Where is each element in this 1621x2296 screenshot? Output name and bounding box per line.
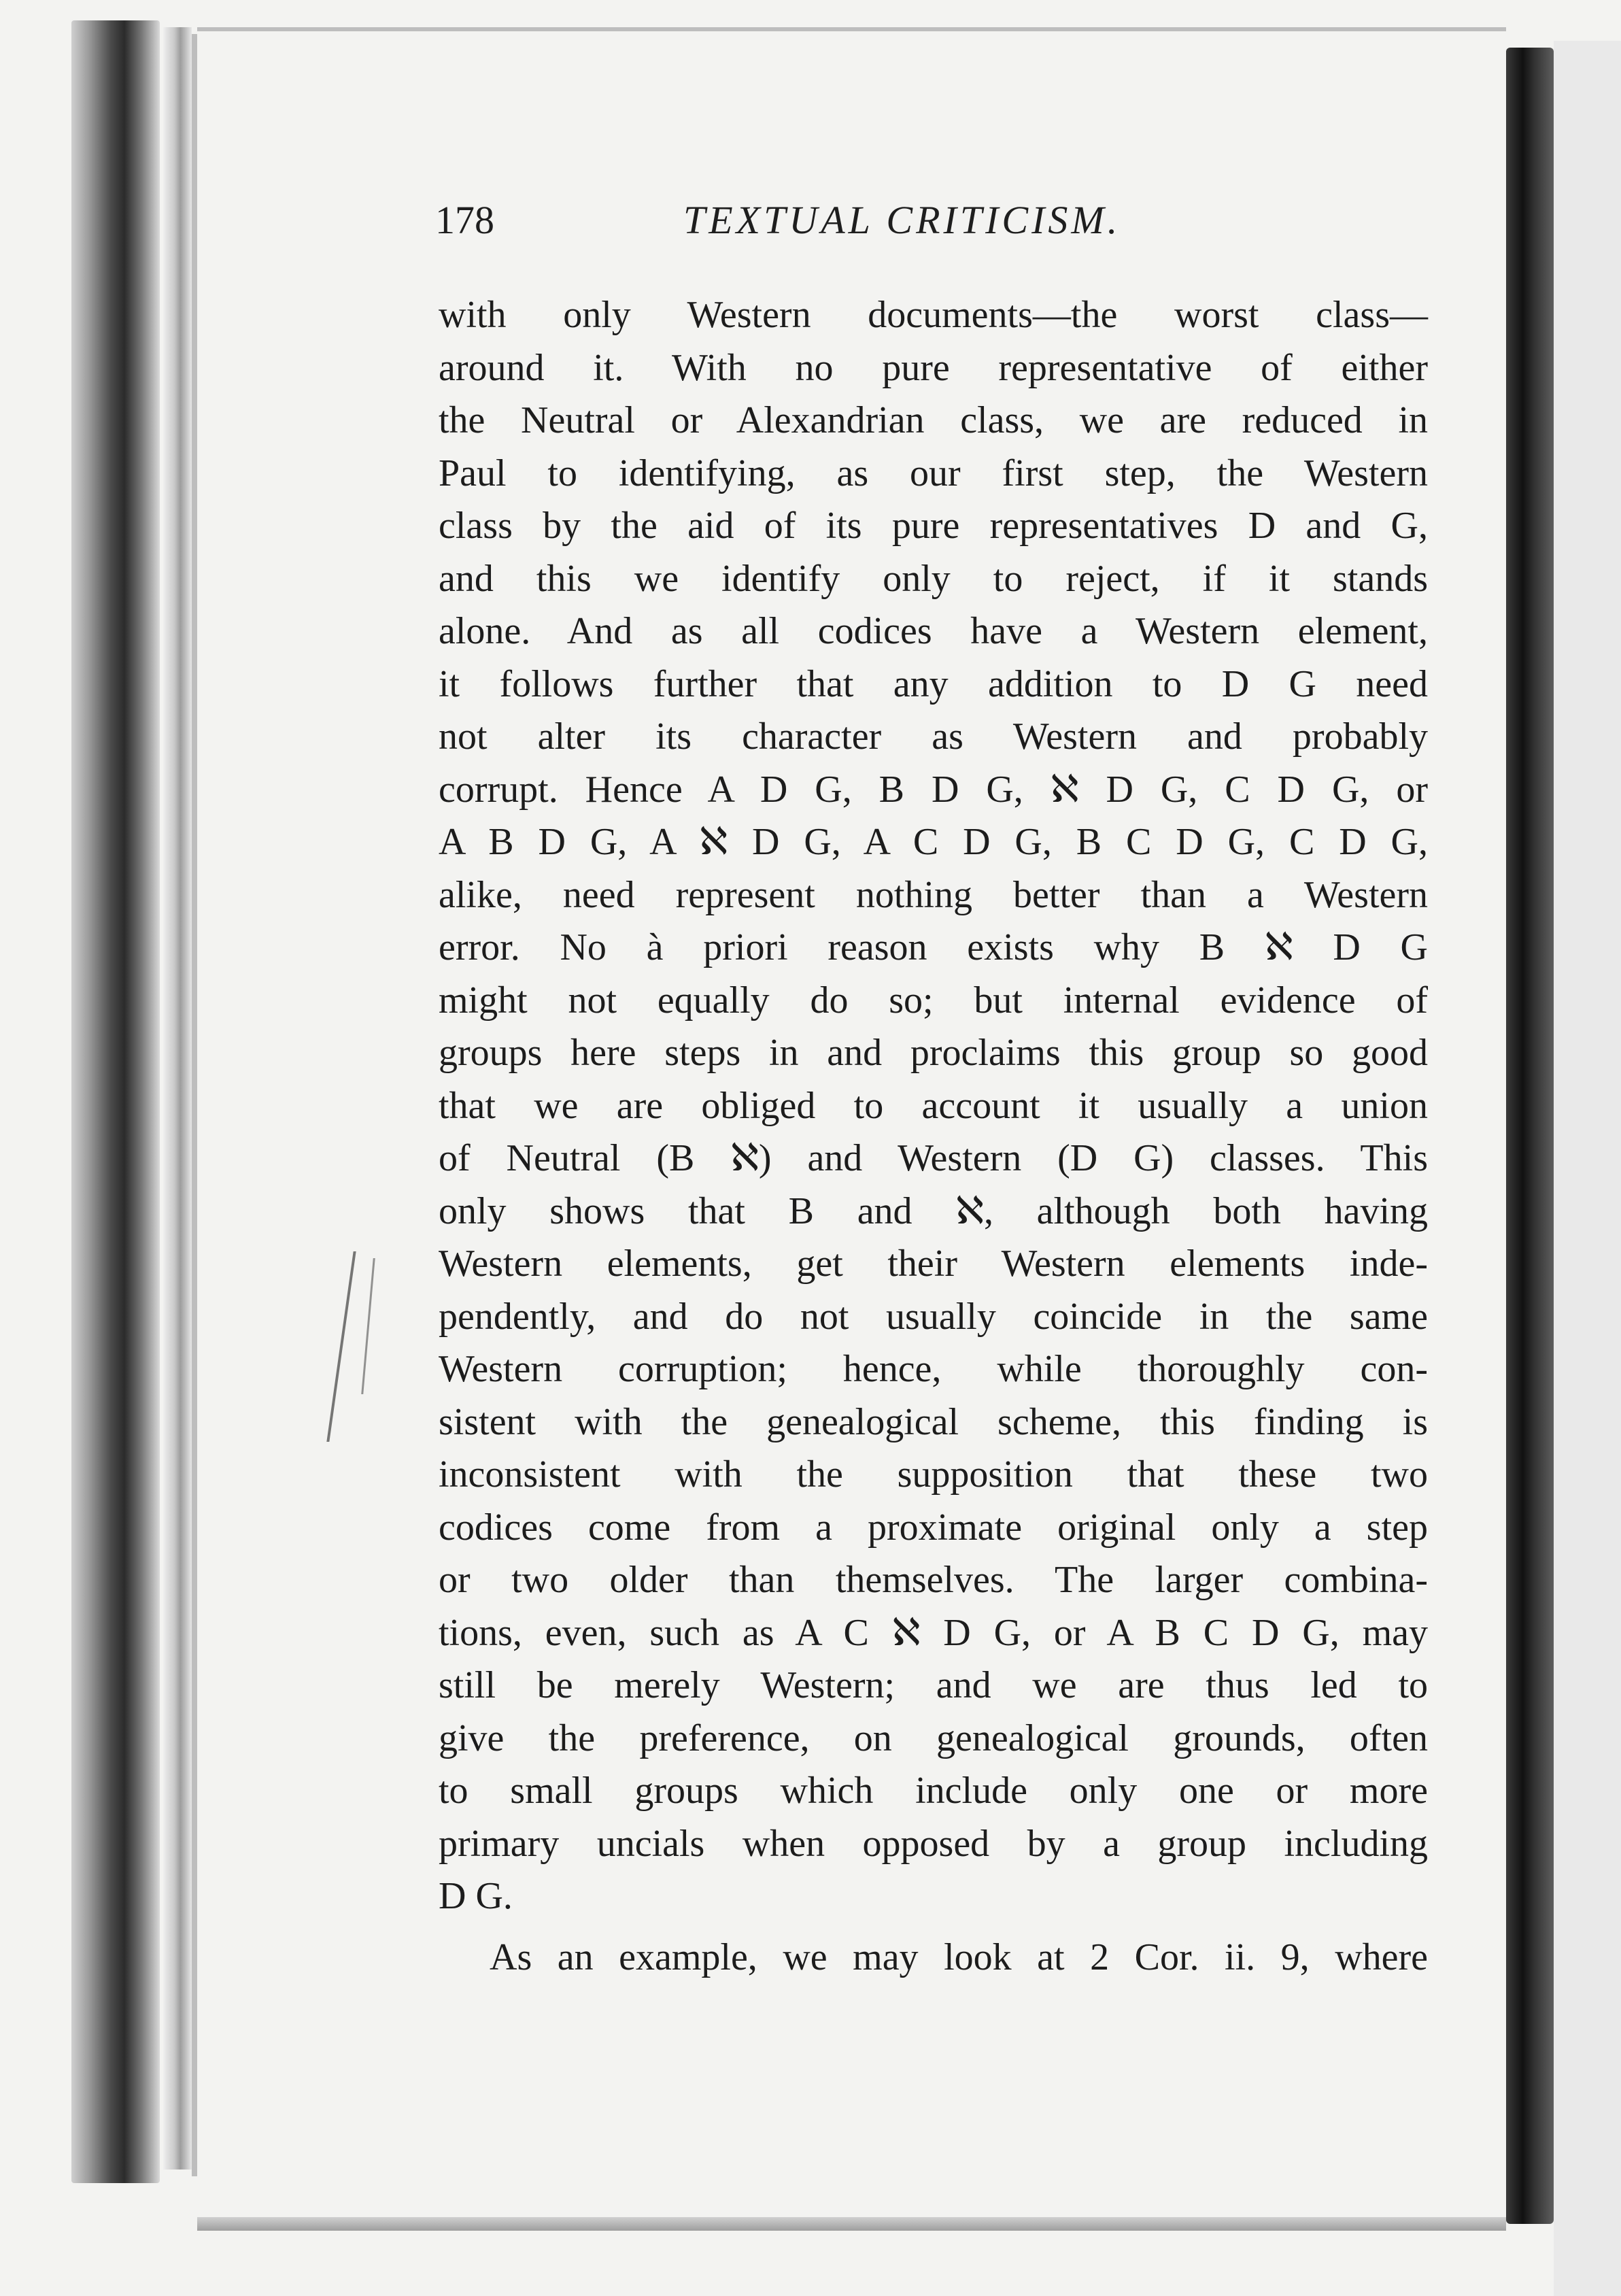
text-line: alone. And as all codices have a Western element,: [439, 610, 1428, 652]
text-line: might not equally do so; but internal evidence of: [439, 979, 1428, 1022]
text-line: with only Western documents—the worst class—: [439, 294, 1428, 336]
text-line: sistent with the genealogical scheme, this finding is: [439, 1400, 1428, 1443]
body-text: [439, 289, 1428, 1984]
text-line: that we are obliged to account it usually a union: [439, 1084, 1428, 1127]
text-line: not alter its character as Western and probably: [439, 715, 1428, 758]
text-line: or two older than themselves. The larger combina-: [439, 1559, 1428, 1601]
text-line: tions, even, such as A C ℵ D G, or A B C D G, may: [439, 1611, 1428, 1654]
page-bottom-edge: [197, 2217, 1506, 2231]
text-line: it follows further that any addition to D G need: [439, 662, 1428, 705]
page-top-edge: [197, 27, 1506, 31]
text-line: D G.: [439, 1875, 513, 1917]
text-line: to small groups which include only one or more: [439, 1770, 1428, 1812]
text-line: corrupt. Hence A D G, B D G, ℵ D G, C D G, or: [439, 768, 1428, 811]
text-line: error. No à priori reason exists why B ℵ D G: [439, 926, 1428, 968]
text-line: codices come from a proximate original only a step: [439, 1506, 1428, 1549]
text-line: Paul to identifying, as our first step, the Western: [439, 452, 1428, 494]
text-line: As an example, we may look at 2 Cor. ii. 9, where: [490, 1936, 1428, 1978]
book-gutter: [163, 27, 192, 2170]
text-line: the Neutral or Alexandrian class, we are reduced in: [439, 399, 1428, 441]
text-line: Western corruption; hence, while thoroughly con-: [439, 1348, 1428, 1390]
right-page-edge: [1506, 48, 1554, 2224]
text-line: class by the aid of its pure representatives D and G,: [439, 505, 1428, 547]
page-number: 178: [435, 198, 494, 242]
text-line: around it. With no pure representative of either: [439, 346, 1428, 389]
text-line: of Neutral (B ℵ) and Western (D G) classes. This: [439, 1137, 1428, 1179]
text-line: alike, need represent nothing better than a Western: [439, 873, 1428, 916]
right-scan-margin: [1554, 41, 1621, 2296]
text-line: still be merely Western; and we are thus led to: [439, 1664, 1428, 1706]
text-line: A B D G, A ℵ D G, A C D G, B C D G, C D G,: [439, 821, 1428, 863]
text-line: and this we identify only to reject, if it stands: [439, 557, 1428, 600]
text-line: primary uncials when opposed by a group including: [439, 1822, 1428, 1865]
text-line: groups here steps in and proclaims this group so good: [439, 1032, 1428, 1074]
text-line: pendently, and do not usually coincide in the same: [439, 1295, 1428, 1338]
running-title: TEXTUAL CRITICISM.: [683, 198, 1121, 242]
paragraph-gap: [439, 1923, 1428, 1931]
page-shadow: [192, 34, 197, 2176]
text-line: only shows that B and ℵ, although both having: [439, 1189, 1428, 1232]
paragraph-2: [439, 1931, 1428, 1985]
text-line: inconsistent with the supposition that these two: [439, 1453, 1428, 1496]
page-header: [435, 197, 1190, 252]
book-binding-edge: [71, 20, 160, 2183]
paragraph-1: [439, 289, 1428, 1923]
text-line: give the preference, on genealogical grounds, often: [439, 1717, 1428, 1759]
text-line: Western elements, get their Western elements inde-: [439, 1243, 1428, 1285]
